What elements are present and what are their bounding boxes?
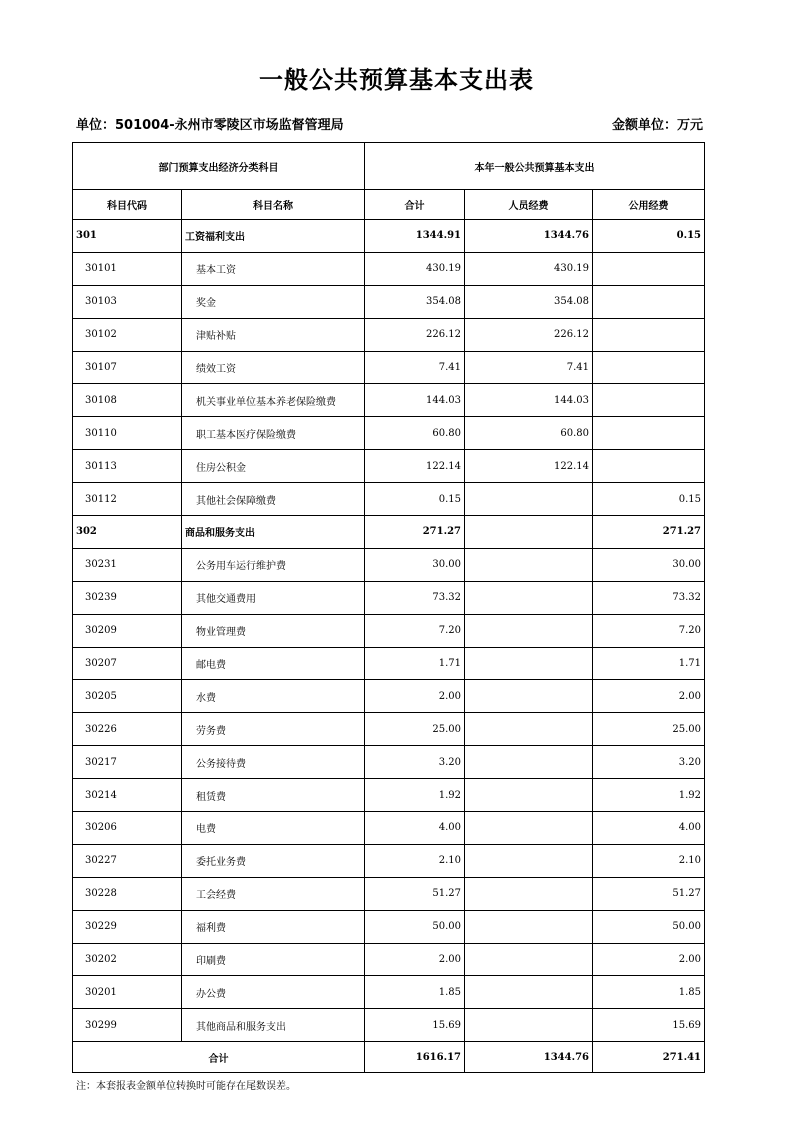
cell-code: 30214 bbox=[73, 779, 182, 812]
cell-total: 3.20 bbox=[365, 746, 465, 779]
cell-total: 2.10 bbox=[365, 844, 465, 877]
cell-code: 30202 bbox=[73, 943, 182, 976]
cell-name: 邮电费 bbox=[182, 647, 365, 680]
cell-public: 73.32 bbox=[593, 581, 705, 614]
cell-personnel: 144.03 bbox=[465, 384, 593, 417]
table-row bbox=[73, 318, 705, 351]
cell-name: 电费 bbox=[182, 812, 365, 845]
cell-code: 30110 bbox=[73, 417, 182, 450]
cell-code: 30209 bbox=[73, 614, 182, 647]
cell-public: 1.92 bbox=[593, 779, 705, 812]
cell-personnel bbox=[465, 844, 593, 877]
cell-name: 其他商品和服务支出 bbox=[182, 1009, 365, 1042]
cell-personnel bbox=[465, 548, 593, 581]
cell-personnel bbox=[465, 746, 593, 779]
table-row bbox=[73, 285, 705, 318]
cell-personnel bbox=[465, 877, 593, 910]
table-header-columns bbox=[73, 190, 705, 220]
cell-name: 办公费 bbox=[182, 976, 365, 1009]
cell-public: 51.27 bbox=[593, 877, 705, 910]
cell-name: 工资福利支出 bbox=[182, 220, 365, 253]
category-row bbox=[73, 516, 705, 549]
table-row bbox=[73, 483, 705, 516]
table-row bbox=[73, 417, 705, 450]
cell-code: 30207 bbox=[73, 647, 182, 680]
cell-name: 印刷费 bbox=[182, 943, 365, 976]
table-row bbox=[73, 647, 705, 680]
table-row bbox=[73, 614, 705, 647]
cell-name: 租赁费 bbox=[182, 779, 365, 812]
cell-code: 30299 bbox=[73, 1009, 182, 1042]
cell-code: 30229 bbox=[73, 910, 182, 943]
cell-public: 3.20 bbox=[593, 746, 705, 779]
cell-personnel bbox=[465, 976, 593, 1009]
cell-public bbox=[593, 450, 705, 483]
table-row bbox=[73, 450, 705, 483]
cell-public: 30.00 bbox=[593, 548, 705, 581]
cell-name: 机关事业单位基本养老保险缴费 bbox=[182, 384, 365, 417]
cell-code: 30113 bbox=[73, 450, 182, 483]
cell-public: 50.00 bbox=[593, 910, 705, 943]
table-row bbox=[73, 1009, 705, 1042]
cell-total: 60.80 bbox=[365, 417, 465, 450]
cell-public: 1.71 bbox=[593, 647, 705, 680]
cell-total: 7.20 bbox=[365, 614, 465, 647]
cell-public: 0.15 bbox=[593, 220, 705, 253]
table-row bbox=[73, 844, 705, 877]
cell-personnel: 7.41 bbox=[465, 351, 593, 384]
cell-personnel: 60.80 bbox=[465, 417, 593, 450]
table-row bbox=[73, 548, 705, 581]
cell-code: 301 bbox=[73, 220, 182, 253]
cell-name: 公务用车运行维护费 bbox=[182, 548, 365, 581]
table-header-group bbox=[73, 143, 705, 190]
page-title: 一般公共预算基本支出表 bbox=[259, 66, 534, 94]
cell-personnel bbox=[465, 1009, 593, 1042]
cell-total: 30.00 bbox=[365, 548, 465, 581]
cell-name: 基本工资 bbox=[182, 252, 365, 285]
table-row bbox=[73, 779, 705, 812]
cell-name: 住房公积金 bbox=[182, 450, 365, 483]
table-row bbox=[73, 713, 705, 746]
cell-code: 30103 bbox=[73, 285, 182, 318]
table-row bbox=[73, 351, 705, 384]
cell-personnel bbox=[465, 943, 593, 976]
cell-code: 30102 bbox=[73, 318, 182, 351]
cell-total: 1.71 bbox=[365, 647, 465, 680]
table-row bbox=[73, 680, 705, 713]
header-personnel: 人员经费 bbox=[465, 190, 593, 220]
cell-public bbox=[593, 252, 705, 285]
cell-public bbox=[593, 351, 705, 384]
cell-total: 122.14 bbox=[365, 450, 465, 483]
cell-code: 30206 bbox=[73, 812, 182, 845]
cell-personnel bbox=[465, 581, 593, 614]
cell-code: 30201 bbox=[73, 976, 182, 1009]
cell-personnel bbox=[465, 614, 593, 647]
cell-name: 奖金 bbox=[182, 285, 365, 318]
table-row bbox=[73, 910, 705, 943]
cell-public: 1.85 bbox=[593, 976, 705, 1009]
cell-personnel: 430.19 bbox=[465, 252, 593, 285]
table-row bbox=[73, 384, 705, 417]
footnote: 注：本套报表金额单位转换时可能存在尾数误差。 bbox=[76, 1081, 296, 1092]
cell-code: 30217 bbox=[73, 746, 182, 779]
total-public: 271.41 bbox=[593, 1042, 705, 1073]
cell-personnel bbox=[465, 910, 593, 943]
cell-total: 271.27 bbox=[365, 516, 465, 549]
cell-name: 工会经费 bbox=[182, 877, 365, 910]
cell-code: 30228 bbox=[73, 877, 182, 910]
cell-name: 物业管理费 bbox=[182, 614, 365, 647]
cell-public: 0.15 bbox=[593, 483, 705, 516]
cell-public bbox=[593, 285, 705, 318]
cell-name: 津贴补贴 bbox=[182, 318, 365, 351]
total-row bbox=[73, 1042, 705, 1073]
cell-public: 2.10 bbox=[593, 844, 705, 877]
cell-total: 1.92 bbox=[365, 779, 465, 812]
organization-unit: 单位：501004-永州市零陵区市场监督管理局 bbox=[76, 118, 344, 133]
cell-public: 2.00 bbox=[593, 943, 705, 976]
header-code: 科目代码 bbox=[73, 190, 182, 220]
cell-public: 271.27 bbox=[593, 516, 705, 549]
header-public: 公用经费 bbox=[593, 190, 705, 220]
cell-public: 15.69 bbox=[593, 1009, 705, 1042]
cell-personnel bbox=[465, 713, 593, 746]
cell-name: 商品和服务支出 bbox=[182, 516, 365, 549]
cell-public: 4.00 bbox=[593, 812, 705, 845]
cell-name: 公务接待费 bbox=[182, 746, 365, 779]
cell-personnel bbox=[465, 647, 593, 680]
cell-personnel bbox=[465, 483, 593, 516]
table-row bbox=[73, 943, 705, 976]
cell-code: 30226 bbox=[73, 713, 182, 746]
cell-personnel: 354.08 bbox=[465, 285, 593, 318]
cell-total: 430.19 bbox=[365, 252, 465, 285]
cell-public bbox=[593, 384, 705, 417]
cell-total: 354.08 bbox=[365, 285, 465, 318]
cell-personnel: 122.14 bbox=[465, 450, 593, 483]
cell-total: 50.00 bbox=[365, 910, 465, 943]
cell-total: 15.69 bbox=[365, 1009, 465, 1042]
cell-name: 职工基本医疗保险缴费 bbox=[182, 417, 365, 450]
cell-code: 30205 bbox=[73, 680, 182, 713]
cell-public: 25.00 bbox=[593, 713, 705, 746]
cell-total: 0.15 bbox=[365, 483, 465, 516]
cell-total: 2.00 bbox=[365, 943, 465, 976]
cell-code: 30231 bbox=[73, 548, 182, 581]
budget-table bbox=[72, 142, 705, 1073]
header-basic-expenditure: 本年一般公共预算基本支出 bbox=[365, 143, 705, 190]
total-label: 合计 bbox=[73, 1042, 365, 1073]
cell-total: 1.85 bbox=[365, 976, 465, 1009]
cell-public: 7.20 bbox=[593, 614, 705, 647]
total-total: 1616.17 bbox=[365, 1042, 465, 1073]
cell-name: 绩效工资 bbox=[182, 351, 365, 384]
cell-code: 30239 bbox=[73, 581, 182, 614]
cell-name: 福利费 bbox=[182, 910, 365, 943]
cell-public: 2.00 bbox=[593, 680, 705, 713]
cell-personnel bbox=[465, 812, 593, 845]
cell-total: 25.00 bbox=[365, 713, 465, 746]
cell-personnel: 226.12 bbox=[465, 318, 593, 351]
cell-total: 2.00 bbox=[365, 680, 465, 713]
cell-code: 30107 bbox=[73, 351, 182, 384]
cell-code: 30227 bbox=[73, 844, 182, 877]
cell-code: 30108 bbox=[73, 384, 182, 417]
cell-code: 302 bbox=[73, 516, 182, 549]
table-row bbox=[73, 252, 705, 285]
cell-total: 73.32 bbox=[365, 581, 465, 614]
cell-total: 144.03 bbox=[365, 384, 465, 417]
header-name: 科目名称 bbox=[182, 190, 365, 220]
cell-total: 226.12 bbox=[365, 318, 465, 351]
category-row bbox=[73, 220, 705, 253]
cell-personnel bbox=[465, 680, 593, 713]
cell-public bbox=[593, 417, 705, 450]
cell-code: 30112 bbox=[73, 483, 182, 516]
cell-name: 委托业务费 bbox=[182, 844, 365, 877]
cell-personnel bbox=[465, 779, 593, 812]
table-row bbox=[73, 877, 705, 910]
total-personnel: 1344.76 bbox=[465, 1042, 593, 1073]
cell-total: 1344.91 bbox=[365, 220, 465, 253]
cell-public bbox=[593, 318, 705, 351]
header-total: 合计 bbox=[365, 190, 465, 220]
cell-name: 劳务费 bbox=[182, 713, 365, 746]
cell-total: 51.27 bbox=[365, 877, 465, 910]
cell-name: 水费 bbox=[182, 680, 365, 713]
table-row bbox=[73, 812, 705, 845]
amount-unit: 金额单位：万元 bbox=[611, 118, 703, 133]
cell-total: 7.41 bbox=[365, 351, 465, 384]
cell-name: 其他交通费用 bbox=[182, 581, 365, 614]
cell-personnel bbox=[465, 516, 593, 549]
cell-code: 30101 bbox=[73, 252, 182, 285]
cell-name: 其他社会保障缴费 bbox=[182, 483, 365, 516]
table-row bbox=[73, 581, 705, 614]
cell-total: 4.00 bbox=[365, 812, 465, 845]
table-row bbox=[73, 746, 705, 779]
header-economic-category: 部门预算支出经济分类科目 bbox=[73, 143, 365, 190]
table-row bbox=[73, 976, 705, 1009]
cell-personnel: 1344.76 bbox=[465, 220, 593, 253]
